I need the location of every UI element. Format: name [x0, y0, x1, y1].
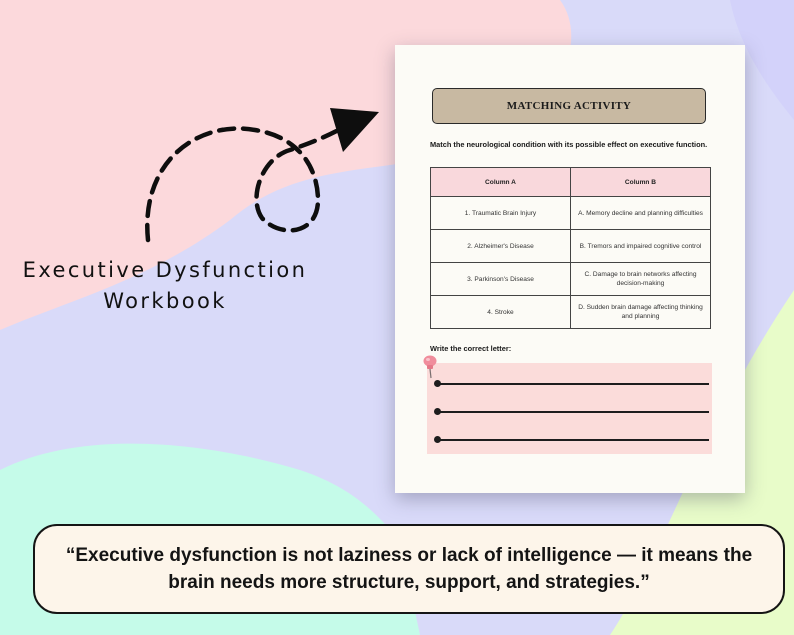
workbook-title-line-1: Executive Dysfunction — [22, 258, 308, 282]
quote-box — [33, 524, 785, 614]
column-a-header: Column A — [431, 168, 571, 197]
condition-cell: 1. Traumatic Brain Injury — [431, 197, 571, 230]
effect-cell: A. Memory decline and planning difficulties — [571, 197, 711, 230]
table-row — [431, 197, 711, 230]
activity-heading: MATCHING ACTIVITY — [432, 88, 706, 124]
condition-cell: 3. Parkinson's Disease — [431, 263, 571, 296]
answer-area — [427, 363, 712, 454]
effect-cell: C. Damage to brain networks affecting decision-making — [571, 263, 711, 296]
condition-cell: 2. Alzheimer's Disease — [431, 230, 571, 263]
instruction-text: Match the neurological condition with its possible effect on executive function. — [430, 140, 708, 149]
answer-prompt: Write the correct letter: — [430, 344, 512, 353]
workbook-title-line-2: Workbook — [103, 289, 227, 313]
matching-table — [430, 167, 711, 329]
quote-text: “Executive dysfunction is not laziness or lack of intelligence — it means the brain needs more structure, support, and strategies.” — [65, 545, 753, 593]
worksheet-page — [395, 45, 745, 493]
answer-line[interactable] — [437, 439, 709, 441]
answer-line[interactable] — [437, 383, 709, 385]
condition-cell: 4. Stroke — [431, 296, 571, 329]
table-header-row — [431, 168, 711, 197]
pushpin-icon — [422, 355, 438, 379]
column-b-header: Column B — [571, 168, 711, 197]
effect-cell: D. Sudden brain damage affecting thinking and planning — [571, 296, 711, 329]
table-row — [431, 230, 711, 263]
table-row — [431, 296, 711, 329]
table-row — [431, 263, 711, 296]
answer-line[interactable] — [437, 411, 709, 413]
effect-cell: B. Tremors and impaired cognitive control — [571, 230, 711, 263]
